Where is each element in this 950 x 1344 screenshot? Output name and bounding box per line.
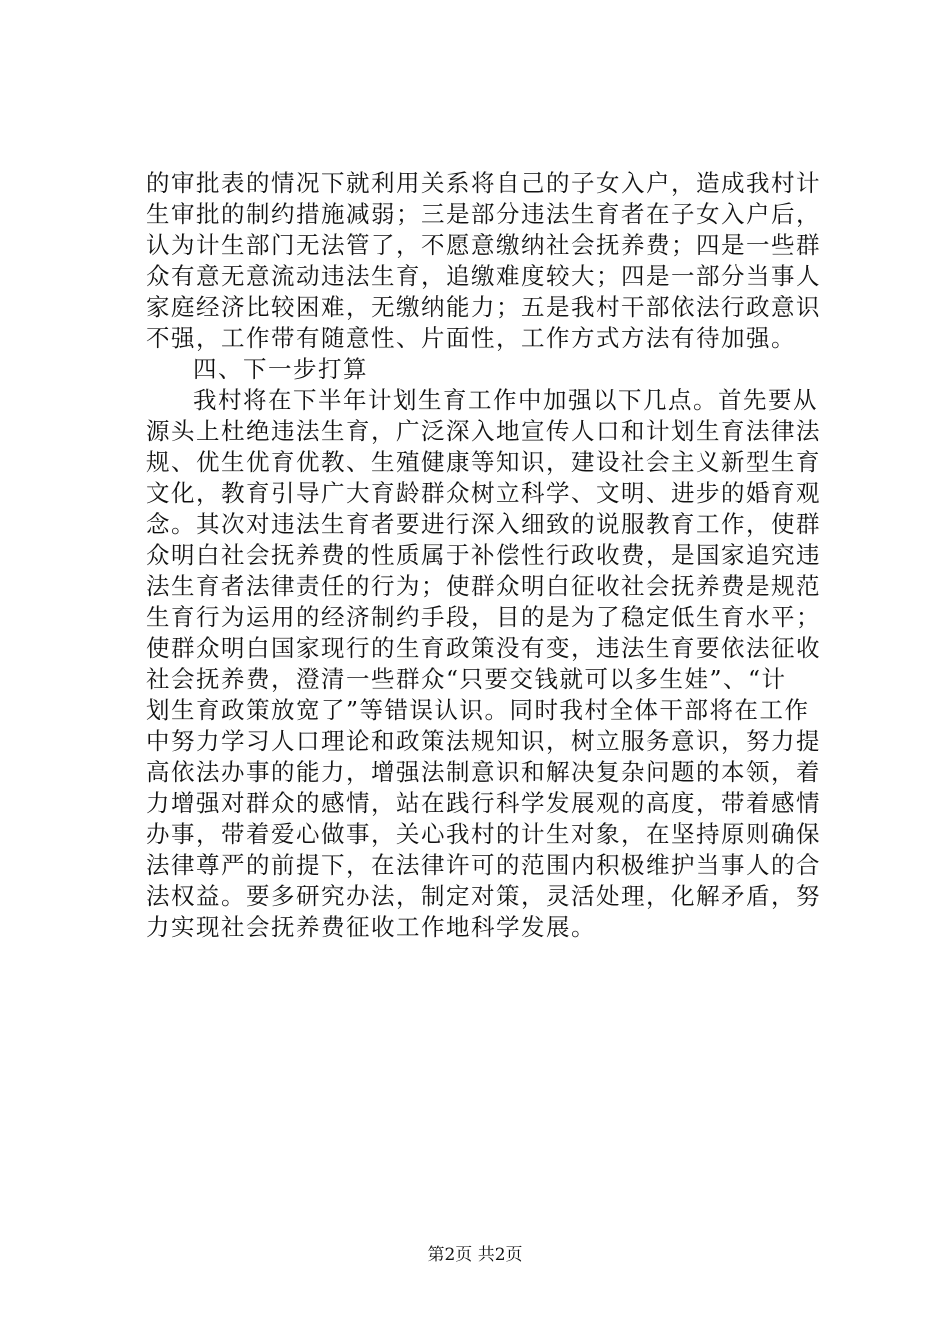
text-line: 法生育者法律责任的行为；使群众明白征收社会抚养费是规范	[146, 572, 821, 600]
text-line: 认为计生部门无法管了，不愿意缴纳社会抚养费；四是一些群	[146, 231, 821, 259]
text-line: 念。其次对违法生育者要进行深入细致的说服教育工作，使群	[146, 510, 821, 538]
text-line: 规、优生优育优教、生殖健康等知识，建设社会主义新型生育	[146, 448, 821, 476]
page-number-label: 第2页 共2页	[427, 1245, 523, 1265]
page-footer	[0, 1244, 950, 1266]
section-heading: 四、下一步打算	[193, 355, 368, 383]
text-line: 家庭经济比较困难，无缴纳能力；五是我村干部依法行政意识	[146, 293, 821, 321]
document-body	[146, 168, 821, 943]
text-line: 法律尊严的前提下，在法律许可的范围内积极维护当事人的合	[146, 851, 821, 879]
text-line: 众有意无意流动违法生育，追缴难度较大；四是一部分当事人	[146, 262, 821, 290]
text-line: 划生育政策放宽了”等错误认识。同时我村全体干部将在工作	[146, 696, 810, 724]
text-line: 生审批的制约措施减弱；三是部分违法生育者在子女入户后，	[146, 200, 821, 228]
text-line: 法权益。要多研究办法，制定对策，灵活处理，化解矛盾，努	[146, 882, 821, 910]
text-line: 的审批表的情况下就利用关系将自己的子女入户，造成我村计	[146, 169, 821, 197]
text-line: 社会抚养费，澄清一些群众“只要交钱就可以多生娃”、“计	[146, 665, 787, 693]
text-line: 高依法办事的能力，增强法制意识和解决复杂问题的本领，着	[146, 758, 821, 786]
text-line: 源头上杜绝违法生育，广泛深入地宣传人口和计划生育法律法	[146, 417, 821, 445]
text-line: 使群众明白国家现行的生育政策没有变，违法生育要依法征收	[146, 634, 821, 662]
text-line: 办事，带着爱心做事，关心我村的计生对象，在坚持原则确保	[146, 820, 821, 848]
text-line: 中努力学习人口理论和政策法规知识，树立服务意识，努力提	[146, 727, 821, 755]
text-line: 力实现社会抚养费征收工作地科学发展。	[146, 913, 596, 941]
text-line: 力增强对群众的感情，站在践行科学发展观的高度，带着感情	[146, 789, 821, 817]
text-line: 不强，工作带有随意性、片面性，工作方式方法有待加强。	[146, 324, 796, 352]
text-line: 我村将在下半年计划生育工作中加强以下几点。首先要从	[193, 386, 818, 414]
text-line: 生育行为运用的经济制约手段，目的是为了稳定低生育水平；	[146, 603, 821, 631]
text-line: 众明白社会抚养费的性质属于补偿性行政收费，是国家追究违	[146, 541, 821, 569]
text-line: 文化，教育引导广大育龄群众树立科学、文明、进步的婚育观	[146, 479, 821, 507]
